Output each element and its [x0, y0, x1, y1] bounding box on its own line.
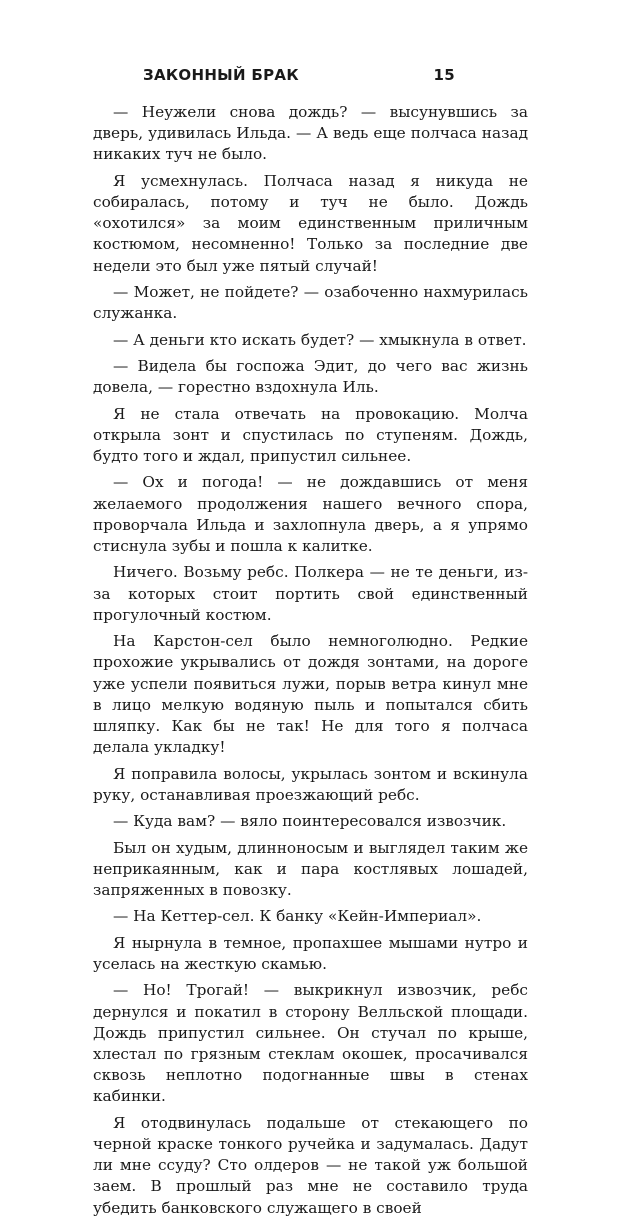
paragraph: Был он худым, длинноносым и выглядел таким же неприкаянным, как и пара костлявых лошадей, запряженных в повозку. — [93, 838, 528, 899]
book-title: ЗАКОННЫЙ БРАК — [143, 66, 299, 84]
paragraph: — На Кеттер-сел. К банку «Кейн-Империал». — [113, 907, 482, 926]
paragraph: Я усмехнулась. Полчаса назад я никуда не собиралась, потому и туч не было. Дождь «охотился» за моим единственным приличным костюмом, несомненно! Только за последние две недели это был уже пятый случай! — [93, 171, 528, 275]
paragraph: Ничего. Возьму ребс. Полкера — не те деньги, из-за которых стоит портить свой единственный прогулочный костюм. — [93, 563, 528, 624]
body-text — [93, 102, 528, 1224]
paragraph: — Ох и погода! — не дождавшись от меня желаемого продолжения нашего вечного спора, проворчала Ильда и захлопнула дверь, а я упрямо стиснула зубы и пошла к калитке. — [93, 473, 528, 555]
paragraph: — Но! Трогай! — выкрикнул извозчик, ребс дернулся и покатил в сторону Велльской площади. Дождь припустил сильнее. Он стучал по крыше, хлестал по грязным стеклам окошек, просачивался сквозь неплотно подогнанные швы в стенах кабинки. — [93, 981, 528, 1106]
paragraph: Я не стала отвечать на провокацию. Молча открыла зонт и спустилась по ступеням. Дождь, будто того и ждал, припустил сильнее. — [93, 404, 528, 465]
paragraph: — Куда вам? — вяло поинтересовался извозчик. — [113, 812, 507, 831]
paragraph: — А деньги кто искать будет? — хмыкнула в ответ. — [113, 330, 527, 349]
paragraph: На Карстон-сел было немноголюдно. Редкие прохожие укрывались от дождя зонтами, на дороге уже успели появиться лужи, порыв ветра кинул мне в лицо мелкую водяную пыль и попытался сбить шляпку. Как бы не так! Не для того я полчаса делала укладку! — [93, 632, 528, 757]
paragraph: Я поправила волосы, укрылась зонтом и вскинула руку, останавливая проезжающий ребс. — [93, 764, 528, 804]
page-number: 15 — [433, 66, 455, 84]
paragraph: — Неужели снова дождь? — высунувшись за дверь, удивилась Ильда. — А ведь еще полчаса назад никаких туч не было. — [93, 103, 528, 164]
paragraph: — Может, не пойдете? — озабоченно нахмурилась служанка. — [93, 283, 528, 323]
paragraph: — Видела бы госпожа Эдит, до чего вас жизнь довела, — горестно вздохнула Иль. — [93, 356, 528, 397]
paragraph: Я нырнула в темное, пропахшее мышами нутро и уселась на жесткую скамью. — [93, 933, 528, 973]
paragraph: Я отодвинулась подальше от стекающего по черной краске тонкого ручейка и задумалась. Дадут ли мне ссуду? Сто олдеров — не такой уж большой заем. В прошлый раз мне не составило труда убедить банковского служащего в своей — [93, 1113, 528, 1217]
running-header — [93, 66, 455, 88]
